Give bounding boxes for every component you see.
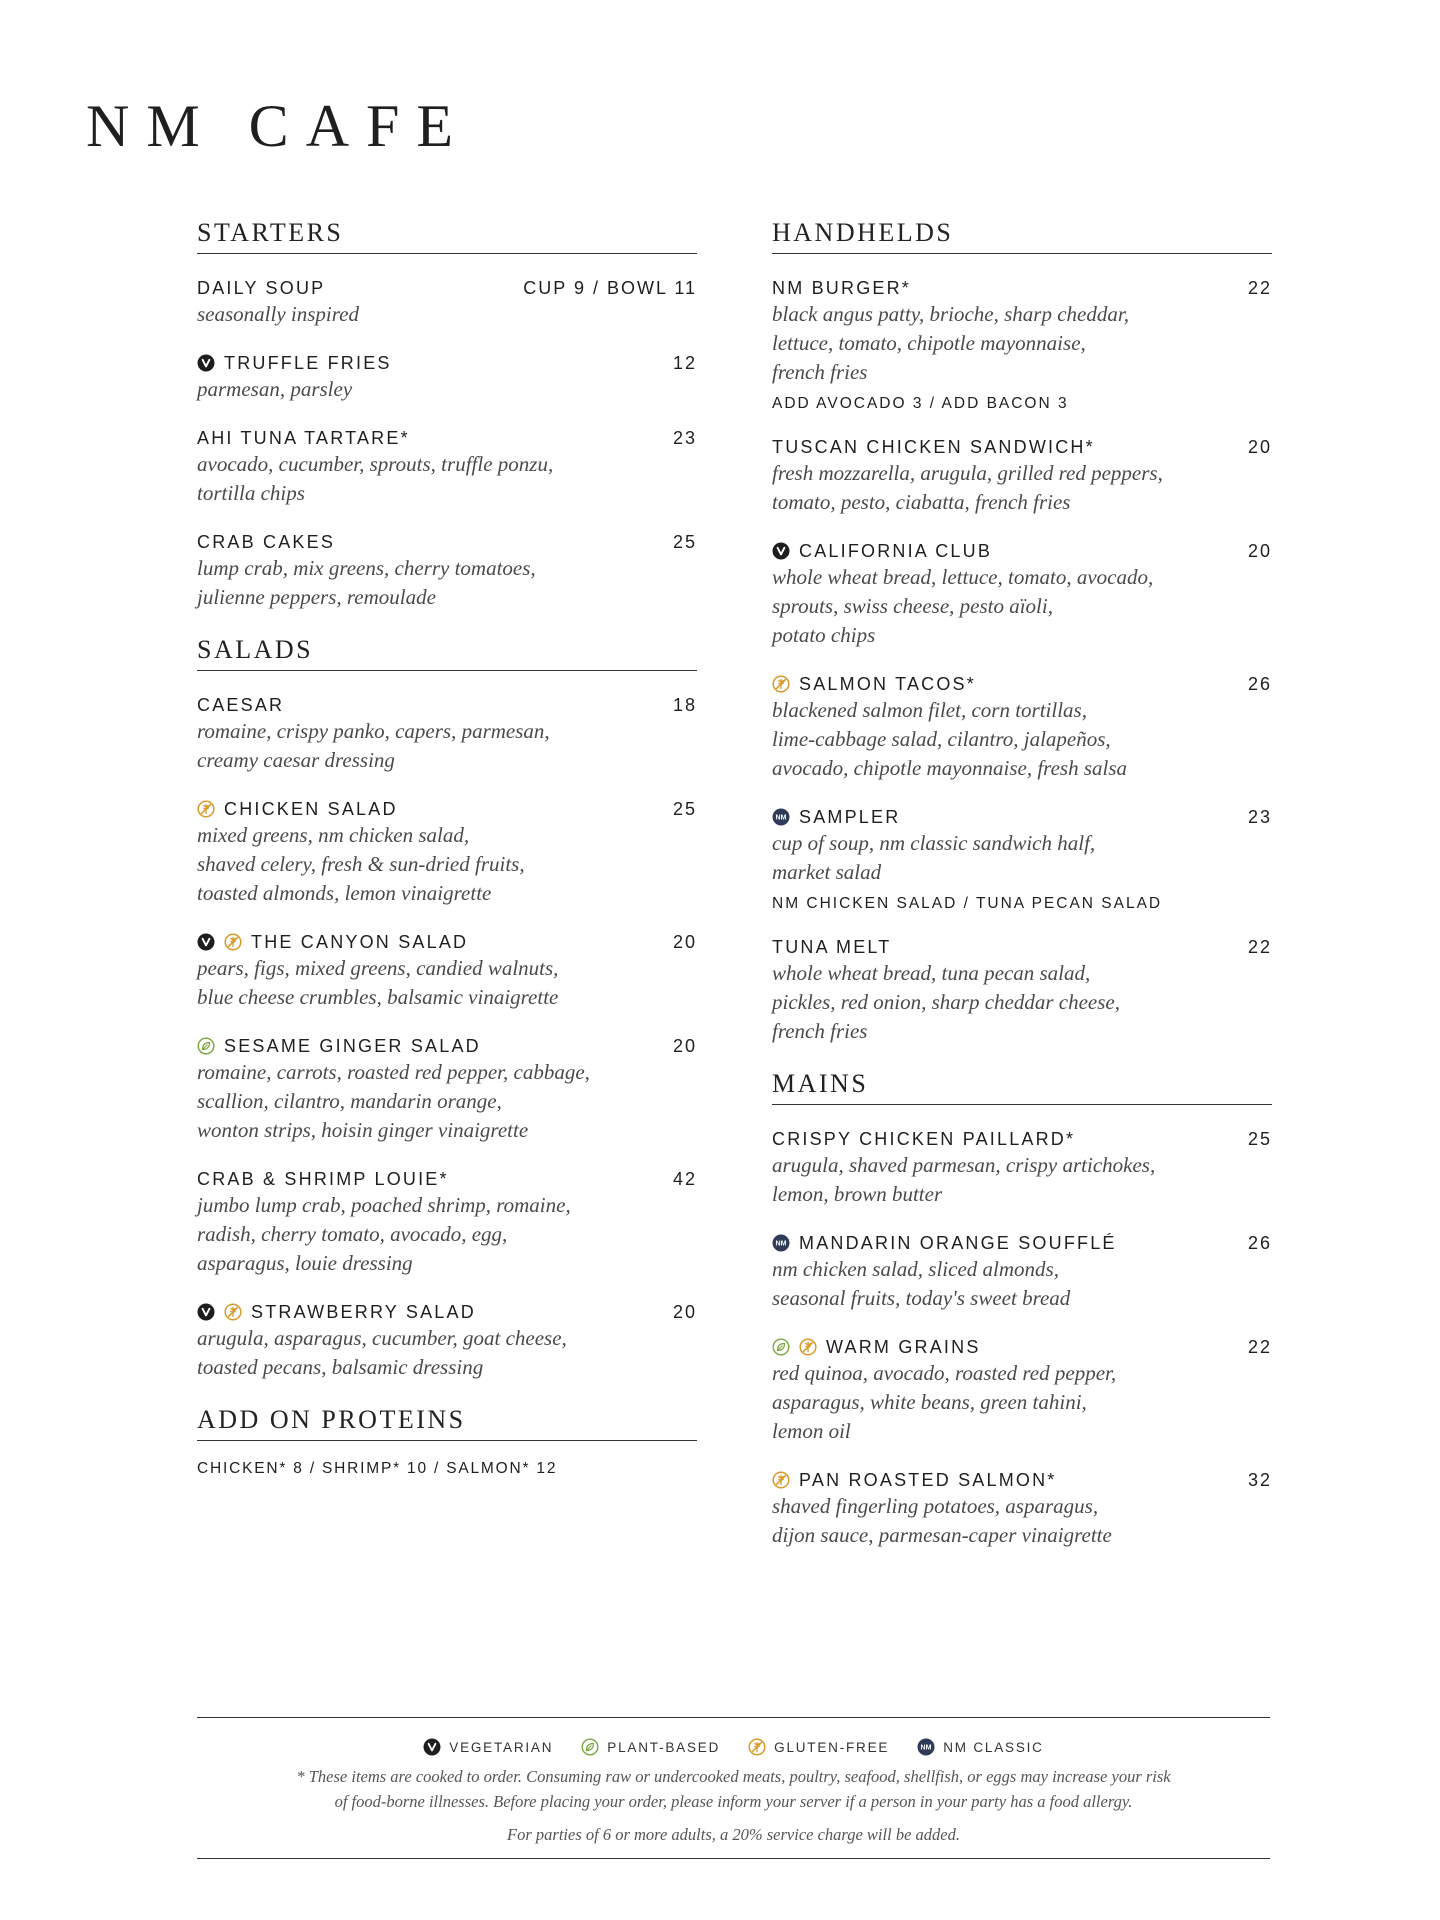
menu-item-header [772,1336,1272,1358]
menu-section [197,635,697,1382]
vegetarian-icon [197,933,215,951]
menu-section [772,1069,1272,1550]
gluten-free-icon [224,1303,242,1321]
menu-item [772,1128,1272,1209]
menu-item-name: SALMON TACOS* [799,673,976,694]
menu-item-description [772,1492,1272,1550]
menu-item-price: 25 [672,798,697,819]
menu-item-description [197,554,697,612]
menu-item-price: CUP 9 / BOWL 11 [523,277,697,298]
description-line: toasted pecans, balsamic dressing [197,1355,484,1379]
page-title: NM CAFE [86,93,471,159]
menu-item-name-group [772,1470,1057,1491]
vegetarian-icon [197,1303,215,1321]
menu-item-price: 20 [672,1035,697,1056]
menu-item-description [772,959,1272,1046]
menu-item-price: 22 [1247,277,1272,298]
description-line: lime-cabbage salad, cilantro, jalapeños, [772,727,1111,751]
menu-item-name: CHICKEN SALAD [224,798,398,819]
menu-item-header [772,436,1272,458]
menu-item-name-group [197,1036,481,1057]
description-line: asparagus, louie dressing [197,1251,413,1275]
menu-item-header [772,540,1272,562]
menu-item-price: 25 [672,531,697,552]
description-line: tortilla chips [197,481,305,505]
menu-item [772,436,1272,517]
description-line: parmesan, parsley [197,377,353,401]
menu-item-name: SAMPLER [799,806,901,827]
menu-item-name: AHI TUNA TARTARE* [197,427,410,448]
disclaimer-line: * These items are cooked to order. Consuming raw or undercooked meats, poultry, seafood, shellfish, or eggs may increase your risk [296,1767,1171,1786]
menu-item [772,673,1272,783]
section-title: ADD ON PROTEINS [197,1405,697,1441]
menu-item-name: TRUFFLE FRIES [224,352,392,373]
menu-item-description [197,717,697,775]
description-line: fresh mozzarella, arugula, grilled red peppers, [772,461,1163,485]
menu-item-price: 22 [1247,1336,1272,1357]
dietary-legend [197,1738,1270,1756]
menu-item [772,806,1272,913]
svg-text:NM: NM [775,814,787,822]
menu-item [197,352,697,404]
menu-item-addons: ADD AVOCADO 3 / ADD BACON 3 [772,395,1069,412]
menu-item-description [772,1151,1272,1209]
menu-item-name-group [197,532,335,553]
menu-item-description [197,300,697,329]
menu-item-name-group [772,674,976,695]
footer-divider-bottom [197,1858,1270,1859]
menu-item [772,1469,1272,1550]
section-title: STARTERS [197,218,697,254]
menu-item-header [772,1128,1272,1150]
menu-item-name-group [197,695,284,716]
menu-item [772,936,1272,1046]
description-line: market salad [772,860,882,884]
description-line: whole wheat bread, tuna pecan salad, [772,961,1091,985]
menu-item-price: 23 [672,427,697,448]
menu-item-price: 42 [672,1168,697,1189]
menu-item-description [772,563,1272,650]
menu-item-name-group [197,428,410,449]
description-line: lemon, brown butter [772,1182,943,1206]
menu-column-left [197,218,697,1496]
description-line: scallion, cilantro, mandarin orange, [197,1089,502,1113]
legend-label: PLANT-BASED [607,1739,721,1755]
description-line: blue cheese crumbles, balsamic vinaigrette [197,985,559,1009]
menu-item [197,427,697,508]
description-line: avocado, cucumber, sprouts, truffle ponzu, [197,452,554,476]
menu-item-price: 20 [672,931,697,952]
menu-item [197,798,697,908]
nm-classic-icon [917,1738,935,1756]
legend-item [581,1738,720,1756]
gluten-free-icon [799,1338,817,1356]
section-title: MAINS [772,1069,1272,1105]
menu-item-price: 22 [1247,936,1272,957]
description-line: julienne peppers, remoulade [197,585,436,609]
menu-item [197,694,697,775]
menu-item-name-group [772,937,891,958]
gluten-free-icon [772,1471,790,1489]
menu-item-name-group [772,437,1095,458]
menu-item-name: CRISPY CHICKEN PAILLARD* [772,1128,1076,1149]
description-line: avocado, chipotle mayonnaise, fresh salsa [772,756,1128,780]
menu-item-header [197,1035,697,1057]
menu-item [772,1232,1272,1313]
menu-item-name: PAN ROASTED SALMON* [799,1469,1057,1490]
menu-section [772,218,1272,1046]
menu-item-price: 20 [672,1301,697,1322]
vegetarian-icon [197,354,215,372]
vegetarian-icon [772,542,790,560]
description-line: cup of soup, nm classic sandwich half, [772,831,1096,855]
description-line: arugula, asparagus, cucumber, goat cheese, [197,1326,567,1350]
menu-item-description [772,459,1272,517]
menu-item-description [197,1324,697,1382]
menu-item [772,540,1272,650]
menu-item-name: TUSCAN CHICKEN SANDWICH* [772,436,1095,457]
menu-item-name-group [772,1233,1117,1254]
description-line: potato chips [772,623,876,647]
menu-item-price: 23 [1247,806,1272,827]
menu-item-price: 25 [1247,1128,1272,1149]
menu-item-price: 26 [1247,673,1272,694]
description-line: tomato, pesto, ciabatta, french fries [772,490,1071,514]
description-line: french fries [772,360,868,384]
service-charge-note: For parties of 6 or more adults, a 20% service charge will be added. [507,1825,960,1844]
description-line: pickles, red onion, sharp cheddar cheese, [772,990,1120,1014]
gluten-free-icon [748,1738,766,1756]
menu-item [197,1301,697,1382]
menu-item-name: CRAB CAKES [197,531,336,552]
menu-item-header [197,694,697,716]
menu-item-header [772,806,1272,828]
menu-item-name: STRAWBERRY SALAD [251,1301,476,1322]
menu-item-description [772,1359,1272,1446]
description-line: asparagus, white beans, green tahini, [772,1390,1087,1414]
menu-item-price: 18 [672,694,697,715]
menu-item-description [197,1191,697,1278]
description-line: black angus patty, brioche, sharp cheddar, [772,302,1129,326]
plant-based-icon [197,1037,215,1055]
description-line: mixed greens, nm chicken salad, [197,823,470,847]
description-line: romaine, crispy panko, capers, parmesan, [197,719,550,743]
menu-item-description [772,300,1272,387]
section-title: HANDHELDS [772,218,1272,254]
menu-item-description [197,821,697,908]
menu-item-name-group [197,932,468,953]
description-line: shaved celery, fresh & sun-dried fruits, [197,852,525,876]
footer [197,1717,1270,1859]
menu-item-header [197,352,697,374]
plant-based-icon [772,1338,790,1356]
menu-item-header [197,931,697,953]
legend-item [748,1738,889,1756]
vegetarian-icon [423,1738,441,1756]
menu-item-name-group [772,1337,981,1358]
description-line: french fries [772,1019,868,1043]
menu-item-name: TUNA MELT [772,936,892,957]
menu-item-name: SESAME GINGER SALAD [224,1035,481,1056]
description-line: romaine, carrots, roasted red pepper, cabbage, [197,1060,590,1084]
description-line: arugula, shaved parmesan, crispy artichokes, [772,1153,1156,1177]
menu-item-price: 20 [1247,436,1272,457]
legend-label: GLUTEN-FREE [774,1739,890,1755]
description-line: nm chicken salad, sliced almonds, [772,1257,1059,1281]
menu-item-header [197,531,697,553]
menu-item-price: 26 [1247,1232,1272,1253]
menu-item-name: DAILY SOUP [197,277,326,298]
description-line: toasted almonds, lemon vinaigrette [197,881,492,905]
menu-item-description [772,696,1272,783]
nm-classic-icon [772,1234,790,1252]
menu-item-price: 32 [1247,1469,1272,1490]
menu-item [197,931,697,1012]
menu-item [197,1035,697,1145]
menu-item-header [197,427,697,449]
menu-item-header [197,798,697,820]
menu-item-header [772,936,1272,958]
description-line: wonton strips, hoisin ginger vinaigrette [197,1118,529,1142]
description-line: jumbo lump crab, poached shrimp, romaine, [197,1193,571,1217]
description-line: sprouts, swiss cheese, pesto aïoli, [772,594,1053,618]
food-safety-disclaimer [197,1764,1270,1814]
menu-item-name: NM BURGER* [772,277,912,298]
description-line: creamy caesar dressing [197,748,395,772]
menu-item-name-group [772,1129,1075,1150]
menu-item-header [772,1232,1272,1254]
svg-text:NM: NM [775,1240,787,1248]
description-line: pears, figs, mixed greens, candied walnuts, [197,956,559,980]
menu-item-description [197,450,697,508]
legend-label: VEGETARIAN [449,1739,554,1755]
menu-item-price: 12 [672,352,697,373]
gluten-free-icon [197,800,215,818]
menu-column-right [772,218,1272,1573]
description-line: blackened salmon filet, corn tortillas, [772,698,1087,722]
menu-item-description [772,829,1272,887]
menu-item-name-group [197,1169,449,1190]
menu-section [197,218,697,612]
menu-item-header [772,1469,1272,1491]
menu-item-name-group [772,278,911,299]
menu-item-description [197,375,697,404]
gluten-free-icon [224,933,242,951]
footer-divider-top [197,1717,1270,1718]
menu-item-name-group [772,541,992,562]
description-line: radish, cherry tomato, avocado, egg, [197,1222,508,1246]
menu-item-name: WARM GRAINS [826,1336,981,1357]
menu-item-name-group [772,807,900,828]
menu-item [772,1336,1272,1446]
menu-item-header [772,277,1272,299]
menu-item [772,277,1272,413]
menu-item-name-group [197,1302,476,1323]
menu-item-name: CALIFORNIA CLUB [799,540,993,561]
menu-item [197,1168,697,1278]
disclaimer-line: of food-borne illnesses. Before placing your order, please inform your server if a person in your party has a food allergy. [334,1792,1133,1811]
description-line: whole wheat bread, lettuce, tomato, avocado, [772,565,1154,589]
legend-item [423,1738,553,1756]
svg-text:NM: NM [920,1744,932,1752]
legend-label: NM CLASSIC [943,1739,1044,1755]
menu-item-description [197,1058,697,1145]
description-line: lump crab, mix greens, cherry tomatoes, [197,556,536,580]
menu-item-name: THE CANYON SALAD [251,931,469,952]
menu-item-name: CAESAR [197,694,285,715]
menu-item-header [197,277,697,299]
description-line: lemon oil [772,1419,851,1443]
menu-item-header [197,1168,697,1190]
plant-based-icon [581,1738,599,1756]
description-line: dijon sauce, parmesan-caper vinaigrette [772,1523,1112,1547]
menu-item [197,531,697,612]
menu-item-name-group [197,278,325,299]
menu-item-price: 20 [1247,540,1272,561]
menu-item-header [197,1301,697,1323]
menu-item-name: MANDARIN ORANGE SOUFFLÉ [799,1232,1117,1253]
menu-item-description [197,954,697,1012]
menu-item-addons: NM CHICKEN SALAD / TUNA PECAN SALAD [772,895,1163,912]
menu-item-description [772,1255,1272,1313]
description-line: shaved fingerling potatoes, asparagus, [772,1494,1099,1518]
menu-item-name-group [197,799,398,820]
description-line: red quinoa, avocado, roasted red pepper, [772,1361,1117,1385]
menu-item-name-group [197,353,392,374]
menu-item-name: CRAB & SHRIMP LOUIE* [197,1168,449,1189]
protein-addons: CHICKEN* 8 / SHRIMP* 10 / SALMON* 12 [197,1460,558,1477]
section-title: SALADS [197,635,697,671]
description-line: seasonally inspired [197,302,359,326]
menu-item [197,277,697,329]
description-line: seasonal fruits, today's sweet bread [772,1286,1071,1310]
menu-section [197,1405,697,1478]
description-line: lettuce, tomato, chipotle mayonnaise, [772,331,1086,355]
menu-item-header [772,673,1272,695]
gluten-free-icon [772,675,790,693]
legend-item [917,1738,1044,1756]
nm-classic-icon [772,808,790,826]
